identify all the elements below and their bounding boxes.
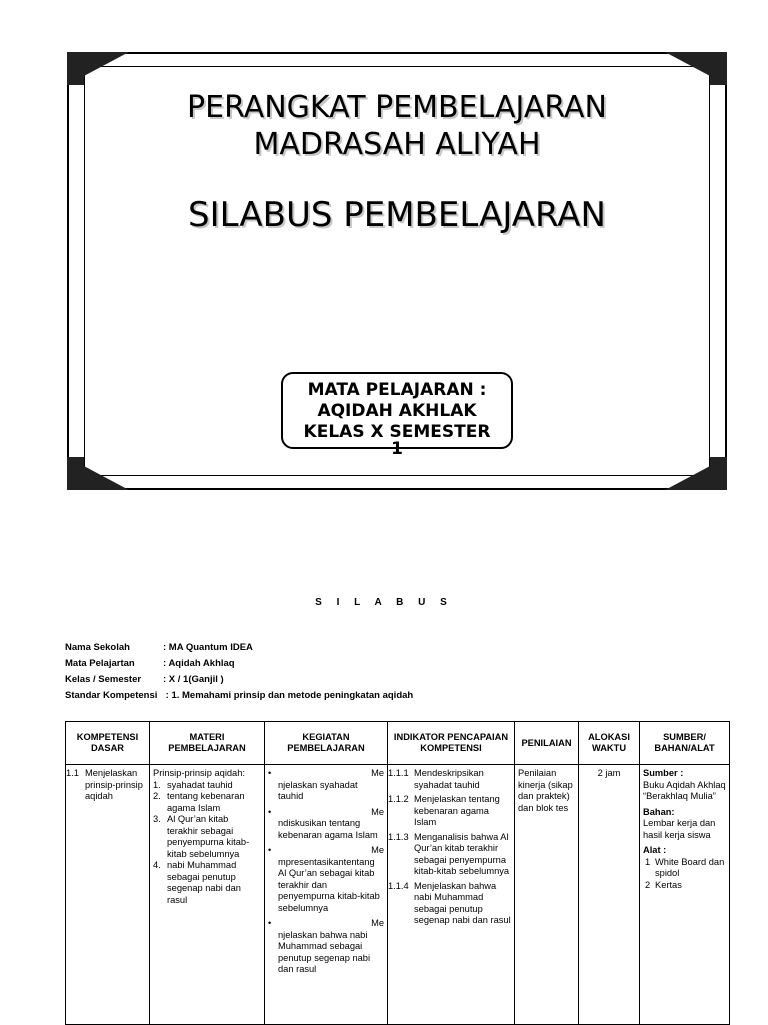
bullet-icon: • xyxy=(268,806,272,817)
identity-block xyxy=(65,640,413,704)
list-item xyxy=(153,791,261,814)
header-materi: MATERI PEMBELAJARAN xyxy=(150,722,265,765)
item-text: Menganalisis bahwa Al Qur’an kitab terakhir sebagai penyempurna kitab-kitab sebelumnya xyxy=(414,831,510,876)
info-value: : MA Quantum IDEA xyxy=(163,642,253,653)
item-text: syahadat tauhid xyxy=(167,779,233,790)
list-item xyxy=(153,814,261,860)
alat-list xyxy=(643,857,726,892)
cell-alokasi xyxy=(579,765,640,1025)
silabus-table xyxy=(65,721,730,1025)
cell-indikator xyxy=(388,765,515,1025)
item-prefix: Me xyxy=(371,768,384,778)
info-row-sekolah xyxy=(65,640,413,656)
item-text: njelaskan syahadat tauhid xyxy=(278,779,358,801)
subject-label: MATA PELAJARAN : xyxy=(307,380,487,400)
item-text: Kertas xyxy=(655,879,682,890)
item-text: tentang kebenaran agama Islam xyxy=(167,791,245,813)
item-prefix: Me xyxy=(371,845,384,855)
header-penilaian: PENILAIAN xyxy=(515,722,579,765)
header-indikator: INDIKATOR PENCAPAIAN KOMPETENSI xyxy=(388,722,515,765)
list-item xyxy=(153,860,261,906)
item-text: Mendeskripsikan syahadat tauhid xyxy=(414,768,484,790)
info-label: Standar Kompetensi xyxy=(65,690,158,701)
cover-title-line-2: MADRASAH ALIYAH xyxy=(253,127,541,162)
header-alokasi: ALOKASI WAKTU xyxy=(579,722,640,765)
item-number: 2 xyxy=(645,879,651,890)
cell-kompetensi-dasar xyxy=(66,765,150,1025)
item-number: 4. xyxy=(153,860,161,870)
info-value: : X / 1(Ganjil ) xyxy=(163,674,224,685)
list-item xyxy=(645,880,726,892)
list-item xyxy=(268,845,384,914)
silabus-heading: S I L A B U S xyxy=(315,597,453,608)
subject-box xyxy=(281,372,513,459)
item-text: White Board dan spidol xyxy=(655,856,725,878)
item-text: mpresentasikantentang Al Qur’an sebagai kitab terakhir dan penyempurna kitab-kitab sebelumnya xyxy=(278,856,380,913)
item-text: nabi Muhammad sebagai penutup segenap nabi dan rasul xyxy=(167,860,241,905)
item-number: 1.1.1 xyxy=(388,768,409,778)
cover-title-main: SILABUS PEMBELAJARAN xyxy=(188,195,606,235)
info-row-standar-kompetensi xyxy=(65,688,413,704)
cover-frame xyxy=(67,52,727,490)
sumber-label: Sumber : xyxy=(643,768,684,778)
list-item xyxy=(268,918,384,976)
info-label: Kelas / Semester xyxy=(65,674,142,685)
item-number: 1. xyxy=(153,779,161,790)
bahan-text: Lembar kerja dan hasil kerja siswa xyxy=(643,818,716,840)
cell-sumber xyxy=(640,765,730,1025)
info-value: : 1. Memahami prinsip dan metode peningkatan aqidah xyxy=(163,690,414,701)
bullet-icon: • xyxy=(268,768,272,778)
subject-name: AQIDAH AKHLAK xyxy=(317,401,477,421)
list-item xyxy=(268,807,384,842)
cell-materi xyxy=(150,765,265,1025)
sumber-text: Buku Aqidah Akhlaq “Berakhlaq Mulia” xyxy=(643,779,726,801)
subject-class: KELAS X SEMESTER xyxy=(303,422,491,442)
bullet-icon: • xyxy=(268,845,272,855)
list-item xyxy=(388,768,511,791)
list-item xyxy=(388,794,511,829)
list-item xyxy=(645,857,726,880)
header-sumber: SUMBER/ BAHAN/ALAT xyxy=(640,722,730,765)
list-item xyxy=(388,831,511,878)
cell-kegiatan xyxy=(265,765,388,1025)
corner-block-bottom-left xyxy=(67,457,84,490)
bahan-label: Bahan: xyxy=(643,806,675,817)
kd-item xyxy=(66,768,146,803)
cell-penilaian xyxy=(515,765,579,1025)
item-number: 1.1.2 xyxy=(388,794,409,804)
cover-title-line-1: PERANGKAT PEMBELAJARAN xyxy=(187,90,607,125)
info-label: Mata Pelajartan xyxy=(65,658,135,669)
item-text: Menjelaskan bahwa nabi Muhammad sebagai penutup segenap nabi dan rasul xyxy=(414,880,511,925)
subject-semester-number: 1 xyxy=(391,439,403,459)
info-label: Nama Sekolah xyxy=(65,642,130,653)
corner-block-bottom-right xyxy=(710,457,727,490)
list-item xyxy=(388,880,511,927)
list-item xyxy=(153,780,261,792)
alat-label: Alat : xyxy=(643,845,667,855)
item-number: 3. xyxy=(153,814,161,824)
item-text: ndiskusikan tentang kebenaran agama Islam xyxy=(278,818,378,840)
corner-block-top-right xyxy=(710,52,727,85)
item-number: 1.1.4 xyxy=(388,880,409,891)
materi-list xyxy=(153,780,261,907)
item-number: 2. xyxy=(153,791,161,801)
table-row xyxy=(66,765,730,1025)
kd-number: 1.1 xyxy=(66,768,79,778)
header-kegiatan: KEGIATAN PEMBELAJARAN xyxy=(265,722,388,765)
penilaian-text: Penilaian kinerja (sikap dan praktek) dan blok tes xyxy=(518,768,573,813)
item-text: Menjelaskan tentang kebenaran agama Islam xyxy=(414,794,500,827)
header-kompetensi-dasar: KOMPETENSI DASAR xyxy=(66,722,150,765)
info-value: : Aqidah Akhlaq xyxy=(163,658,235,669)
bullet-icon: • xyxy=(268,918,272,928)
materi-intro: Prinsip-prinsip aqidah: xyxy=(153,768,245,778)
table-header-row xyxy=(66,722,730,765)
alokasi-text: 2 jam xyxy=(597,768,621,778)
item-text: Al Qur’an kitab terakhir sebagai penyempurna kitab-kitab sebelumnya xyxy=(167,814,250,859)
info-row-kelas xyxy=(65,672,413,688)
item-prefix: Me xyxy=(371,918,384,928)
item-text: njelaskan bahwa nabi Muhammad sebagai penutup segenap nabi dan rasul xyxy=(278,929,371,974)
corner-block-top-left xyxy=(67,52,84,85)
kd-text: Menjelaskan prinsip-prinsip aqidah xyxy=(85,768,143,801)
list-item xyxy=(268,768,384,803)
item-number: 1.1.3 xyxy=(388,831,409,842)
item-number: 1 xyxy=(645,856,651,867)
info-row-mapel xyxy=(65,656,413,672)
item-prefix: Me xyxy=(371,806,384,817)
